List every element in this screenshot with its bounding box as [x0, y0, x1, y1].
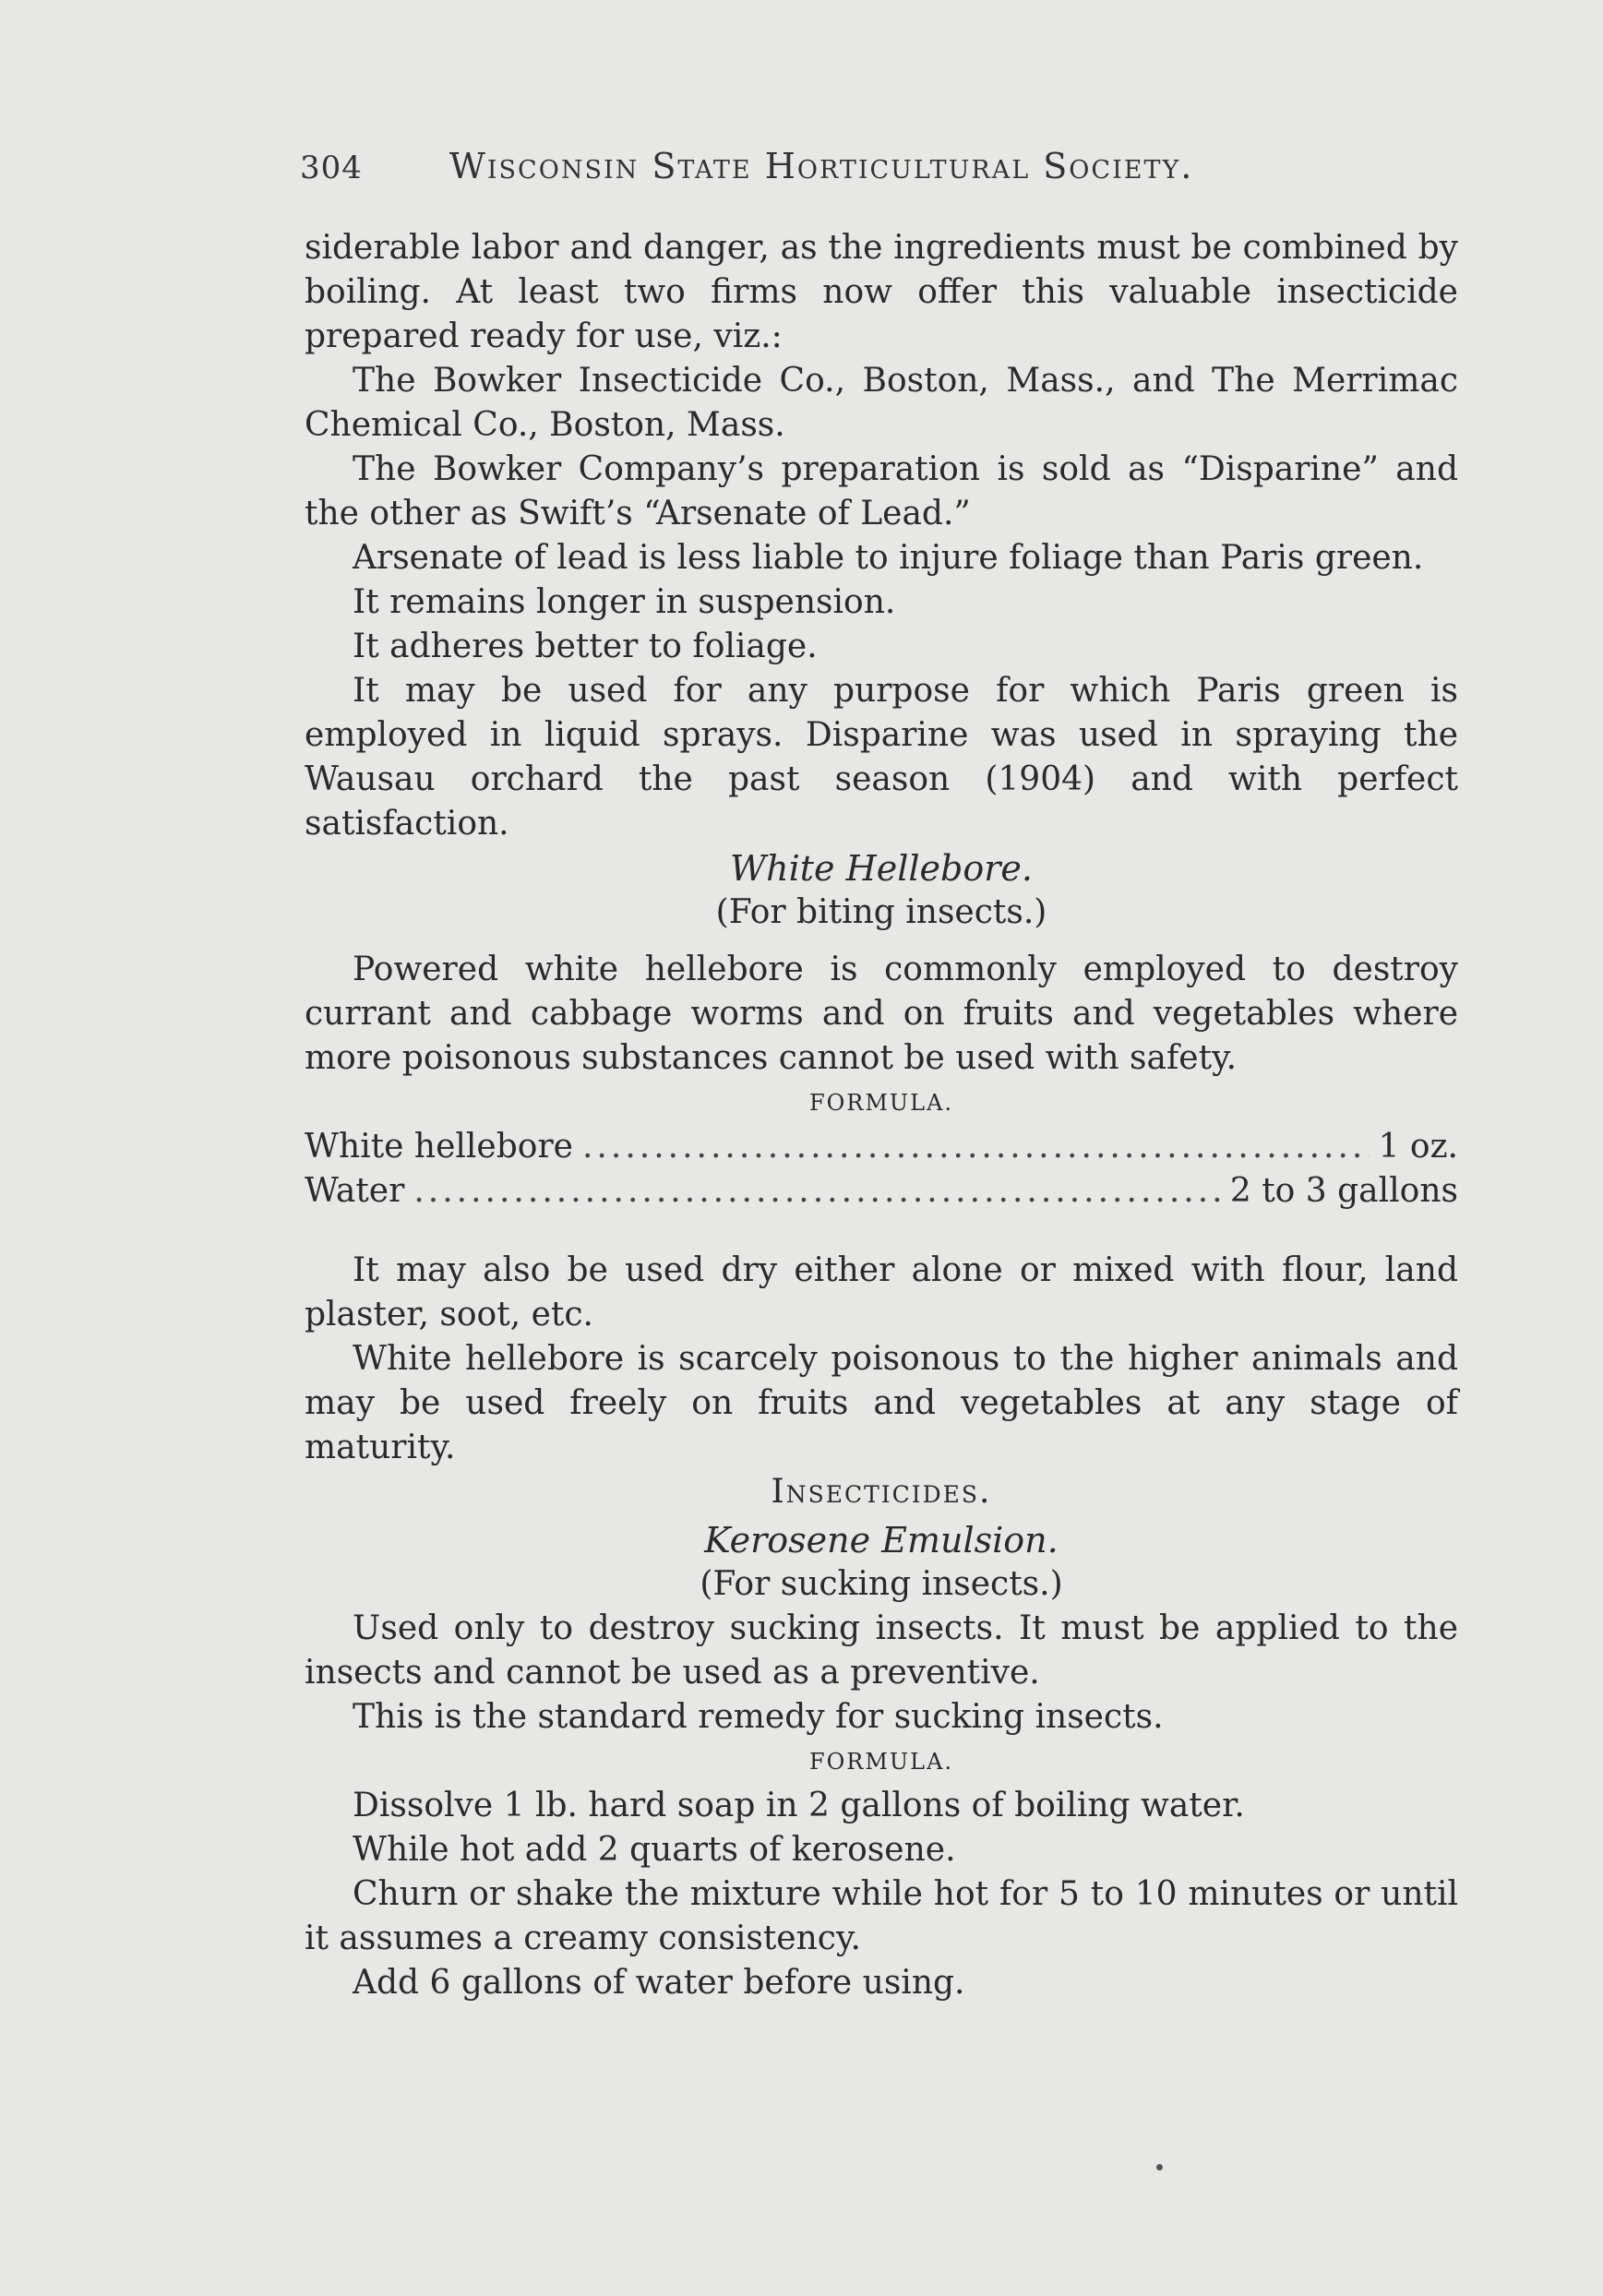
ink-speck	[1156, 2164, 1163, 2170]
paragraph: The Bowker Insecticide Co., Boston, Mass., and The Merrimac Chemical Co., Boston, Mass.	[305, 362, 1458, 444]
running-header	[300, 146, 1463, 186]
formula-row	[305, 1169, 1458, 1214]
formula-amount: 1 oz.	[1378, 1128, 1458, 1166]
paragraph: It may be used for any purpose for which Paris green is employed in liquid sprays. Disparine was used in spraying the Wausau orchard the past season (1904) and with perfect satisfaction.	[305, 672, 1458, 843]
section-subheading-kerosene: (For sucking insects.)	[700, 1565, 1063, 1603]
paragraph: This is the standard remedy for sucking insects.	[353, 1698, 1164, 1736]
formula-item: White hellebore	[305, 1128, 573, 1166]
formula-row	[305, 1125, 1458, 1169]
paragraph: The Bowker Company’s preparation is sold as “Disparine” and the other as Swift’s “Arsenate of Lead.”	[305, 450, 1458, 532]
paragraph-continuation: siderable labor and danger, as the ingredients must be combined by boiling. At least two firms now offer this valuable insecticide prepared ready for use, viz.:	[305, 229, 1458, 355]
formula-label: FORMULA.	[808, 1090, 954, 1116]
section-heading-hellebore: White Hellebore.	[730, 848, 1033, 889]
paragraph: It may also be used dry either alone or mixed with flour, land plaster, soot, etc.	[305, 1251, 1458, 1333]
formula-step: While hot add 2 quarts of kerosene.	[353, 1831, 956, 1869]
paragraph: White hellebore is scarcely poisonous to the higher animals and may be used freely on fruits and vegetables at any stage of maturity.	[305, 1340, 1458, 1466]
paragraph: Used only to destroy sucking insects. It must be applied to the insects and cannot be used as a preventive.	[305, 1609, 1458, 1692]
dot-leader	[582, 1125, 1370, 1169]
page-body	[305, 226, 1458, 2005]
formula-step: Add 6 gallons of water before using.	[353, 1964, 965, 2002]
formula-item: Water	[305, 1172, 405, 1210]
section-heading-insecticides: Insecticides.	[771, 1473, 992, 1511]
paragraph: It remains longer in suspension.	[353, 583, 896, 621]
paragraph: Powered white hellebore is commonly employed to destroy currant and cabbage worms and on fruits and vegetables where more poisonous substances cannot be used with safety.	[305, 951, 1458, 1077]
formula-amount: 2 to 3 gallons	[1229, 1172, 1458, 1210]
section-subheading-hellebore: (For biting insects.)	[715, 893, 1047, 931]
formula-step: Churn or shake the mixture while hot for 5 to 10 minutes or until it assumes a creamy consistency.	[305, 1875, 1458, 1957]
page-number: 304	[300, 149, 363, 186]
paragraph: Arsenate of lead is less liable to injure foliage than Paris green.	[353, 539, 1424, 577]
running-title: Wisconsin State Horticultural Society.	[449, 146, 1194, 186]
formula-step: Dissolve 1 lb. hard soap in 2 gallons of boiling water.	[353, 1787, 1245, 1824]
paragraph: It adheres better to foliage.	[353, 628, 818, 665]
dot-leader	[413, 1169, 1221, 1214]
section-heading-kerosene: Kerosene Emulsion.	[704, 1520, 1059, 1561]
formula-label: FORMULA.	[808, 1749, 954, 1775]
